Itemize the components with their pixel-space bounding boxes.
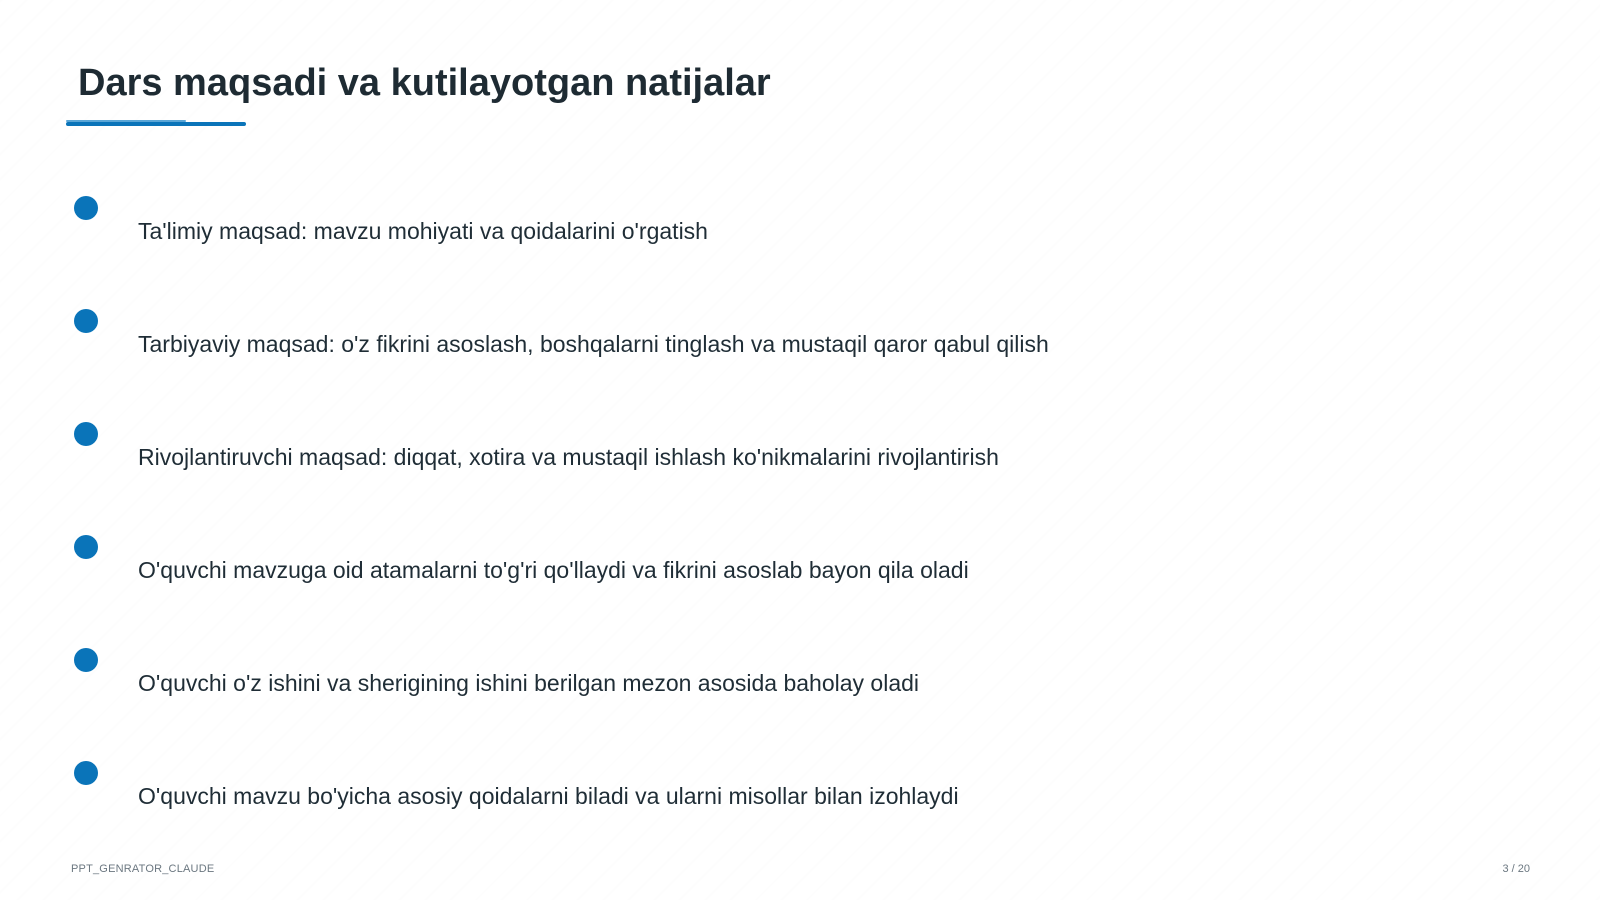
list-item bbox=[0, 648, 1400, 728]
bullet-text: Rivojlantiruvchi maqsad: diqqat, xotira va mustaqil ishlash ko'nikmalarini rivojlantirish bbox=[138, 444, 999, 470]
bullet-dot-icon bbox=[74, 535, 98, 559]
footer-source-label: PPT_GENRATOR_CLAUDE bbox=[71, 863, 215, 875]
bullet-text: Tarbiyaviy maqsad: o'z fikrini asoslash, boshqalarni tinglash va mustaqil qaror qabul qilish bbox=[138, 331, 1049, 357]
bullet-dot-icon bbox=[74, 422, 98, 446]
list-item bbox=[0, 761, 1400, 841]
bullet-dot-icon bbox=[74, 309, 98, 333]
bullet-dot-icon bbox=[74, 648, 98, 672]
bullet-dot-icon bbox=[74, 761, 98, 785]
list-item bbox=[0, 196, 1400, 276]
bullet-text: O'quvchi mavzuga oid atamalarni to'g'ri qo'llaydi va fikrini asoslab bayon qila oladi bbox=[138, 557, 969, 583]
bullet-dot-icon bbox=[74, 196, 98, 220]
slide-title: Dars maqsadi va kutilayotgan natijalar bbox=[78, 62, 771, 104]
list-item bbox=[0, 535, 1400, 615]
page-indicator: 3 / 20 bbox=[1502, 863, 1530, 875]
list-item bbox=[0, 309, 1400, 389]
list-item bbox=[0, 422, 1400, 502]
bullet-text: O'quvchi mavzu bo'yicha asosiy qoidalarni biladi va ularni misollar bilan izohlaydi bbox=[138, 783, 959, 809]
bullet-text: Ta'limiy maqsad: mavzu mohiyati va qoidalarini o'rgatish bbox=[138, 218, 708, 244]
bullet-text: O'quvchi o'z ishini va sherigining ishini berilgan mezon asosida baholay oladi bbox=[138, 670, 920, 696]
